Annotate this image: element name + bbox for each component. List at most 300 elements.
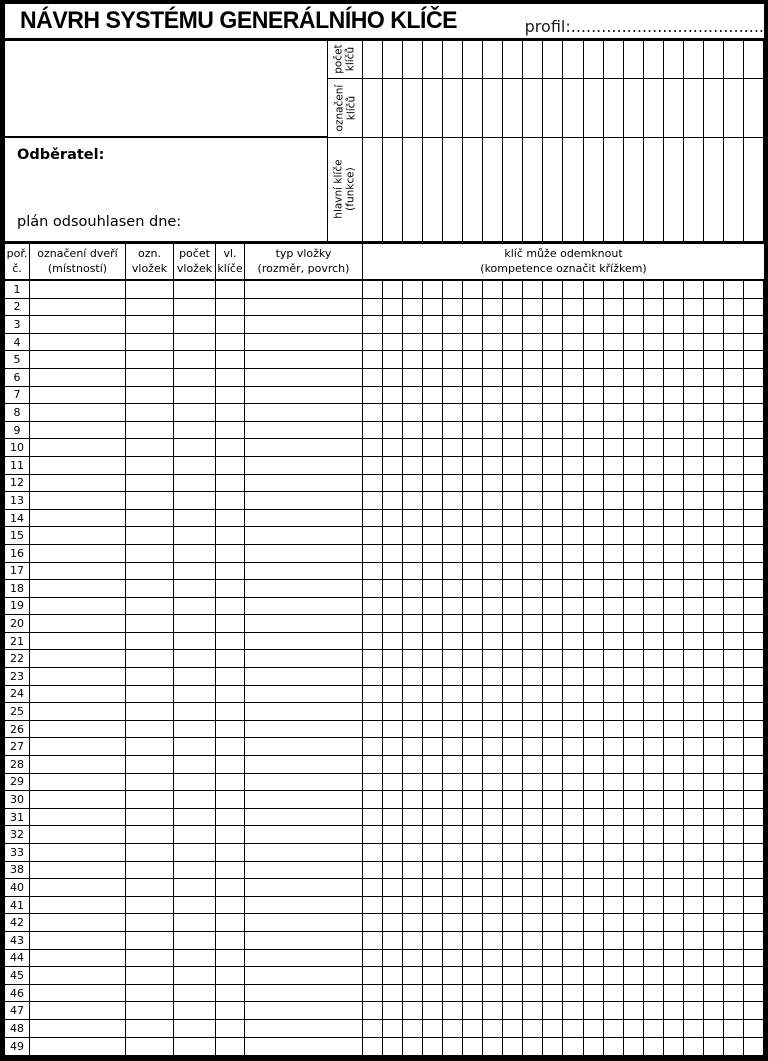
- key-matrix-cell[interactable]: [664, 774, 684, 792]
- key-matrix-cell[interactable]: [403, 439, 423, 457]
- key-matrix-cell[interactable]: [463, 527, 483, 545]
- key-matrix-cell[interactable]: [443, 721, 463, 739]
- key-count-cell[interactable]: [216, 475, 245, 493]
- key-matrix-cell[interactable]: [604, 387, 624, 405]
- key-designation-cell[interactable]: [584, 79, 604, 138]
- key-count-cell[interactable]: [216, 369, 245, 387]
- key-matrix-cell[interactable]: [443, 862, 463, 880]
- cylinder-count-cell[interactable]: [174, 387, 216, 405]
- key-matrix-cell[interactable]: [423, 809, 443, 827]
- key-matrix-cell[interactable]: [664, 351, 684, 369]
- cylinder-count-cell[interactable]: [174, 633, 216, 651]
- key-matrix-cell[interactable]: [483, 826, 503, 844]
- cylinder-designation-cell[interactable]: [126, 633, 174, 651]
- key-matrix-cell[interactable]: [644, 686, 664, 704]
- key-matrix-cell[interactable]: [704, 844, 724, 862]
- key-designation-cell[interactable]: [363, 79, 383, 138]
- key-matrix-cell[interactable]: [644, 809, 664, 827]
- key-matrix-cell[interactable]: [543, 545, 563, 563]
- door-designation-cell[interactable]: [30, 492, 126, 510]
- key-matrix-cell[interactable]: [664, 738, 684, 756]
- key-matrix-cell[interactable]: [744, 703, 764, 721]
- key-matrix-cell[interactable]: [483, 545, 503, 563]
- key-matrix-cell[interactable]: [563, 756, 583, 774]
- key-matrix-cell[interactable]: [684, 774, 704, 792]
- key-matrix-cell[interactable]: [383, 1038, 403, 1056]
- key-matrix-cell[interactable]: [443, 1002, 463, 1020]
- key-matrix-cell[interactable]: [423, 686, 443, 704]
- key-matrix-cell[interactable]: [704, 1002, 724, 1020]
- key-matrix-cell[interactable]: [483, 1038, 503, 1056]
- key-matrix-cell[interactable]: [523, 756, 543, 774]
- key-matrix-cell[interactable]: [383, 703, 403, 721]
- door-designation-cell[interactable]: [30, 703, 126, 721]
- key-matrix-cell[interactable]: [664, 809, 684, 827]
- key-count-cell[interactable]: [216, 351, 245, 369]
- key-matrix-cell[interactable]: [363, 404, 383, 422]
- key-matrix-cell[interactable]: [704, 545, 724, 563]
- key-matrix-cell[interactable]: [744, 404, 764, 422]
- key-matrix-cell[interactable]: [664, 387, 684, 405]
- key-matrix-cell[interactable]: [684, 967, 704, 985]
- key-matrix-cell[interactable]: [704, 510, 724, 528]
- key-matrix-cell[interactable]: [483, 615, 503, 633]
- cylinder-type-cell[interactable]: [245, 492, 363, 510]
- key-matrix-cell[interactable]: [483, 774, 503, 792]
- key-matrix-cell[interactable]: [423, 299, 443, 317]
- key-matrix-cell[interactable]: [704, 774, 724, 792]
- key-matrix-cell[interactable]: [644, 369, 664, 387]
- key-count-cell[interactable]: [216, 721, 245, 739]
- cylinder-count-cell[interactable]: [174, 950, 216, 968]
- key-matrix-cell[interactable]: [483, 387, 503, 405]
- key-matrix-cell[interactable]: [604, 369, 624, 387]
- key-matrix-cell[interactable]: [503, 879, 523, 897]
- key-matrix-cell[interactable]: [543, 774, 563, 792]
- key-matrix-cell[interactable]: [403, 932, 423, 950]
- key-matrix-cell[interactable]: [684, 1020, 704, 1038]
- key-matrix-cell[interactable]: [423, 897, 443, 915]
- key-matrix-cell[interactable]: [523, 334, 543, 352]
- key-matrix-cell[interactable]: [403, 457, 423, 475]
- key-matrix-cell[interactable]: [543, 738, 563, 756]
- cylinder-type-cell[interactable]: [245, 985, 363, 1003]
- key-matrix-cell[interactable]: [443, 563, 463, 581]
- key-matrix-cell[interactable]: [584, 351, 604, 369]
- key-count-cell[interactable]: [216, 422, 245, 440]
- key-count-cell[interactable]: [216, 668, 245, 686]
- key-matrix-cell[interactable]: [584, 774, 604, 792]
- key-matrix-cell[interactable]: [664, 369, 684, 387]
- key-matrix-cell[interactable]: [443, 598, 463, 616]
- door-designation-cell[interactable]: [30, 369, 126, 387]
- key-matrix-cell[interactable]: [684, 809, 704, 827]
- key-matrix-cell[interactable]: [684, 580, 704, 598]
- key-matrix-cell[interactable]: [604, 897, 624, 915]
- key-matrix-cell[interactable]: [624, 844, 644, 862]
- key-matrix-cell[interactable]: [403, 862, 423, 880]
- key-matrix-cell[interactable]: [624, 914, 644, 932]
- key-matrix-cell[interactable]: [563, 615, 583, 633]
- key-matrix-cell[interactable]: [363, 316, 383, 334]
- key-matrix-cell[interactable]: [604, 351, 624, 369]
- key-matrix-cell[interactable]: [724, 703, 744, 721]
- key-matrix-cell[interactable]: [363, 826, 383, 844]
- key-matrix-cell[interactable]: [483, 404, 503, 422]
- key-matrix-cell[interactable]: [423, 457, 443, 475]
- key-matrix-cell[interactable]: [724, 862, 744, 880]
- key-matrix-cell[interactable]: [543, 914, 563, 932]
- key-matrix-cell[interactable]: [363, 703, 383, 721]
- key-matrix-cell[interactable]: [704, 967, 724, 985]
- key-matrix-cell[interactable]: [644, 475, 664, 493]
- key-matrix-cell[interactable]: [744, 897, 764, 915]
- key-matrix-cell[interactable]: [403, 774, 423, 792]
- key-count-cell[interactable]: [216, 598, 245, 616]
- cylinder-type-cell[interactable]: [245, 457, 363, 475]
- key-matrix-cell[interactable]: [523, 703, 543, 721]
- key-matrix-cell[interactable]: [483, 1002, 503, 1020]
- key-matrix-cell[interactable]: [543, 281, 563, 299]
- door-designation-cell[interactable]: [30, 351, 126, 369]
- cylinder-designation-cell[interactable]: [126, 316, 174, 334]
- cylinder-designation-cell[interactable]: [126, 545, 174, 563]
- key-matrix-cell[interactable]: [503, 756, 523, 774]
- key-matrix-cell[interactable]: [523, 985, 543, 1003]
- key-matrix-cell[interactable]: [423, 932, 443, 950]
- key-matrix-cell[interactable]: [483, 950, 503, 968]
- key-matrix-cell[interactable]: [664, 563, 684, 581]
- key-count-cell[interactable]: [216, 439, 245, 457]
- cylinder-count-cell[interactable]: [174, 721, 216, 739]
- cylinder-designation-cell[interactable]: [126, 932, 174, 950]
- key-matrix-cell[interactable]: [383, 299, 403, 317]
- cylinder-type-cell[interactable]: [245, 351, 363, 369]
- key-matrix-cell[interactable]: [624, 756, 644, 774]
- key-matrix-cell[interactable]: [483, 369, 503, 387]
- key-matrix-cell[interactable]: [664, 862, 684, 880]
- key-matrix-cell[interactable]: [644, 1002, 664, 1020]
- key-matrix-cell[interactable]: [664, 950, 684, 968]
- door-designation-cell[interactable]: [30, 826, 126, 844]
- key-matrix-cell[interactable]: [744, 756, 764, 774]
- cylinder-type-cell[interactable]: [245, 334, 363, 352]
- key-matrix-cell[interactable]: [684, 351, 704, 369]
- key-matrix-cell[interactable]: [744, 615, 764, 633]
- key-matrix-cell[interactable]: [543, 791, 563, 809]
- key-matrix-cell[interactable]: [684, 615, 704, 633]
- key-matrix-cell[interactable]: [363, 369, 383, 387]
- key-matrix-cell[interactable]: [503, 563, 523, 581]
- key-matrix-cell[interactable]: [604, 791, 624, 809]
- key-matrix-cell[interactable]: [563, 492, 583, 510]
- key-matrix-cell[interactable]: [503, 774, 523, 792]
- key-matrix-cell[interactable]: [744, 1020, 764, 1038]
- key-matrix-cell[interactable]: [483, 721, 503, 739]
- key-matrix-cell[interactable]: [443, 1020, 463, 1038]
- key-matrix-cell[interactable]: [463, 316, 483, 334]
- cylinder-type-cell[interactable]: [245, 686, 363, 704]
- key-matrix-cell[interactable]: [523, 1002, 543, 1020]
- key-count-cell[interactable]: [216, 897, 245, 915]
- key-matrix-cell[interactable]: [423, 826, 443, 844]
- key-matrix-cell[interactable]: [383, 879, 403, 897]
- key-matrix-cell[interactable]: [523, 316, 543, 334]
- key-matrix-cell[interactable]: [403, 809, 423, 827]
- key-count-cell[interactable]: [216, 404, 245, 422]
- key-matrix-cell[interactable]: [644, 897, 664, 915]
- key-matrix-cell[interactable]: [563, 809, 583, 827]
- door-designation-cell[interactable]: [30, 527, 126, 545]
- key-matrix-cell[interactable]: [584, 633, 604, 651]
- key-matrix-cell[interactable]: [543, 351, 563, 369]
- door-designation-cell[interactable]: [30, 316, 126, 334]
- key-matrix-cell[interactable]: [664, 510, 684, 528]
- key-count-cell[interactable]: [216, 510, 245, 528]
- key-matrix-cell[interactable]: [423, 844, 443, 862]
- key-matrix-cell[interactable]: [624, 563, 644, 581]
- key-matrix-cell[interactable]: [443, 826, 463, 844]
- key-matrix-cell[interactable]: [644, 862, 664, 880]
- key-matrix-cell[interactable]: [744, 439, 764, 457]
- key-matrix-cell[interactable]: [423, 967, 443, 985]
- key-matrix-cell[interactable]: [563, 281, 583, 299]
- cylinder-count-cell[interactable]: [174, 598, 216, 616]
- key-matrix-cell[interactable]: [644, 791, 664, 809]
- key-matrix-cell[interactable]: [664, 439, 684, 457]
- key-matrix-cell[interactable]: [503, 545, 523, 563]
- key-matrix-cell[interactable]: [664, 475, 684, 493]
- key-matrix-cell[interactable]: [423, 633, 443, 651]
- key-matrix-cell[interactable]: [523, 932, 543, 950]
- key-matrix-cell[interactable]: [563, 475, 583, 493]
- key-matrix-cell[interactable]: [744, 650, 764, 668]
- key-matrix-cell[interactable]: [383, 1020, 403, 1038]
- key-matrix-cell[interactable]: [704, 580, 724, 598]
- cylinder-designation-cell[interactable]: [126, 967, 174, 985]
- key-matrix-cell[interactable]: [704, 281, 724, 299]
- door-designation-cell[interactable]: [30, 387, 126, 405]
- key-matrix-cell[interactable]: [443, 510, 463, 528]
- key-matrix-cell[interactable]: [584, 1002, 604, 1020]
- key-matrix-cell[interactable]: [503, 334, 523, 352]
- key-matrix-cell[interactable]: [503, 826, 523, 844]
- key-matrix-cell[interactable]: [684, 545, 704, 563]
- key-matrix-cell[interactable]: [563, 545, 583, 563]
- key-matrix-cell[interactable]: [503, 351, 523, 369]
- key-matrix-cell[interactable]: [704, 563, 724, 581]
- key-matrix-cell[interactable]: [664, 791, 684, 809]
- key-matrix-cell[interactable]: [443, 668, 463, 686]
- key-matrix-cell[interactable]: [483, 809, 503, 827]
- key-matrix-cell[interactable]: [523, 1038, 543, 1056]
- key-matrix-cell[interactable]: [523, 387, 543, 405]
- key-matrix-cell[interactable]: [744, 580, 764, 598]
- key-matrix-cell[interactable]: [403, 879, 423, 897]
- key-matrix-cell[interactable]: [463, 351, 483, 369]
- key-matrix-cell[interactable]: [724, 686, 744, 704]
- key-matrix-cell[interactable]: [523, 914, 543, 932]
- key-matrix-cell[interactable]: [543, 633, 563, 651]
- key-matrix-cell[interactable]: [704, 985, 724, 1003]
- key-matrix-cell[interactable]: [463, 809, 483, 827]
- key-matrix-cell[interactable]: [443, 369, 463, 387]
- key-matrix-cell[interactable]: [563, 1020, 583, 1038]
- key-matrix-cell[interactable]: [443, 334, 463, 352]
- key-matrix-cell[interactable]: [463, 650, 483, 668]
- door-designation-cell[interactable]: [30, 809, 126, 827]
- door-designation-cell[interactable]: [30, 879, 126, 897]
- key-matrix-cell[interactable]: [624, 703, 644, 721]
- key-matrix-cell[interactable]: [423, 914, 443, 932]
- key-matrix-cell[interactable]: [403, 668, 423, 686]
- key-designation-cell[interactable]: [744, 79, 764, 138]
- key-matrix-cell[interactable]: [543, 1038, 563, 1056]
- door-designation-cell[interactable]: [30, 563, 126, 581]
- cylinder-designation-cell[interactable]: [126, 826, 174, 844]
- key-matrix-cell[interactable]: [383, 492, 403, 510]
- key-matrix-cell[interactable]: [443, 387, 463, 405]
- key-matrix-cell[interactable]: [543, 299, 563, 317]
- key-matrix-cell[interactable]: [704, 826, 724, 844]
- key-count-cell[interactable]: [216, 756, 245, 774]
- key-matrix-cell[interactable]: [543, 862, 563, 880]
- key-matrix-cell[interactable]: [543, 457, 563, 475]
- key-matrix-cell[interactable]: [503, 369, 523, 387]
- key-matrix-cell[interactable]: [604, 914, 624, 932]
- key-matrix-cell[interactable]: [383, 316, 403, 334]
- cylinder-count-cell[interactable]: [174, 703, 216, 721]
- key-designation-cell[interactable]: [383, 79, 403, 138]
- key-matrix-cell[interactable]: [443, 950, 463, 968]
- key-matrix-cell[interactable]: [684, 527, 704, 545]
- key-count-cell[interactable]: [443, 41, 463, 79]
- key-matrix-cell[interactable]: [584, 721, 604, 739]
- key-matrix-cell[interactable]: [483, 703, 503, 721]
- key-matrix-cell[interactable]: [363, 510, 383, 528]
- key-matrix-cell[interactable]: [423, 369, 443, 387]
- key-matrix-cell[interactable]: [543, 598, 563, 616]
- key-matrix-cell[interactable]: [403, 826, 423, 844]
- key-matrix-cell[interactable]: [604, 650, 624, 668]
- key-count-cell[interactable]: [216, 914, 245, 932]
- key-matrix-cell[interactable]: [363, 738, 383, 756]
- cylinder-type-cell[interactable]: [245, 897, 363, 915]
- cylinder-type-cell[interactable]: [245, 281, 363, 299]
- key-matrix-cell[interactable]: [684, 686, 704, 704]
- key-matrix-cell[interactable]: [423, 721, 443, 739]
- door-designation-cell[interactable]: [30, 914, 126, 932]
- key-matrix-cell[interactable]: [563, 510, 583, 528]
- key-matrix-cell[interactable]: [383, 633, 403, 651]
- key-matrix-cell[interactable]: [624, 299, 644, 317]
- key-matrix-cell[interactable]: [383, 826, 403, 844]
- key-matrix-cell[interactable]: [403, 527, 423, 545]
- key-count-cell[interactable]: [216, 985, 245, 1003]
- key-matrix-cell[interactable]: [604, 404, 624, 422]
- key-count-cell[interactable]: [216, 809, 245, 827]
- key-matrix-cell[interactable]: [644, 510, 664, 528]
- key-matrix-cell[interactable]: [604, 738, 624, 756]
- cylinder-type-cell[interactable]: [245, 633, 363, 651]
- key-matrix-cell[interactable]: [363, 844, 383, 862]
- cylinder-type-cell[interactable]: [245, 844, 363, 862]
- key-matrix-cell[interactable]: [443, 914, 463, 932]
- key-matrix-cell[interactable]: [744, 985, 764, 1003]
- key-matrix-cell[interactable]: [684, 826, 704, 844]
- key-matrix-cell[interactable]: [684, 510, 704, 528]
- key-matrix-cell[interactable]: [443, 615, 463, 633]
- key-matrix-cell[interactable]: [584, 615, 604, 633]
- key-matrix-cell[interactable]: [423, 650, 443, 668]
- key-matrix-cell[interactable]: [543, 932, 563, 950]
- key-count-cell[interactable]: [423, 41, 443, 79]
- key-matrix-cell[interactable]: [724, 1020, 744, 1038]
- key-matrix-cell[interactable]: [563, 914, 583, 932]
- key-matrix-cell[interactable]: [624, 809, 644, 827]
- key-matrix-cell[interactable]: [523, 475, 543, 493]
- cylinder-designation-cell[interactable]: [126, 563, 174, 581]
- cylinder-count-cell[interactable]: [174, 738, 216, 756]
- door-designation-cell[interactable]: [30, 756, 126, 774]
- key-matrix-cell[interactable]: [503, 897, 523, 915]
- cylinder-count-cell[interactable]: [174, 686, 216, 704]
- door-designation-cell[interactable]: [30, 1002, 126, 1020]
- key-matrix-cell[interactable]: [644, 985, 664, 1003]
- key-count-cell[interactable]: [604, 41, 624, 79]
- key-matrix-cell[interactable]: [704, 668, 724, 686]
- key-matrix-cell[interactable]: [644, 721, 664, 739]
- key-matrix-cell[interactable]: [463, 475, 483, 493]
- key-matrix-cell[interactable]: [684, 439, 704, 457]
- key-matrix-cell[interactable]: [724, 387, 744, 405]
- door-designation-cell[interactable]: [30, 967, 126, 985]
- key-matrix-cell[interactable]: [383, 650, 403, 668]
- key-matrix-cell[interactable]: [563, 439, 583, 457]
- key-count-cell[interactable]: [483, 41, 503, 79]
- key-matrix-cell[interactable]: [604, 334, 624, 352]
- key-matrix-cell[interactable]: [584, 387, 604, 405]
- key-matrix-cell[interactable]: [463, 299, 483, 317]
- key-matrix-cell[interactable]: [664, 668, 684, 686]
- key-matrix-cell[interactable]: [523, 897, 543, 915]
- key-matrix-cell[interactable]: [684, 897, 704, 915]
- key-count-cell[interactable]: [664, 41, 684, 79]
- key-matrix-cell[interactable]: [403, 510, 423, 528]
- cylinder-designation-cell[interactable]: [126, 862, 174, 880]
- cylinder-designation-cell[interactable]: [126, 1020, 174, 1038]
- key-matrix-cell[interactable]: [443, 422, 463, 440]
- key-matrix-cell[interactable]: [724, 844, 744, 862]
- main-key-cell[interactable]: [604, 138, 624, 241]
- key-matrix-cell[interactable]: [463, 563, 483, 581]
- key-matrix-cell[interactable]: [644, 492, 664, 510]
- key-matrix-cell[interactable]: [443, 879, 463, 897]
- key-matrix-cell[interactable]: [443, 351, 463, 369]
- cylinder-designation-cell[interactable]: [126, 703, 174, 721]
- cylinder-designation-cell[interactable]: [126, 492, 174, 510]
- cylinder-count-cell[interactable]: [174, 932, 216, 950]
- key-matrix-cell[interactable]: [604, 545, 624, 563]
- key-matrix-cell[interactable]: [724, 985, 744, 1003]
- key-matrix-cell[interactable]: [724, 897, 744, 915]
- key-matrix-cell[interactable]: [644, 580, 664, 598]
- main-key-cell[interactable]: [503, 138, 523, 241]
- cylinder-designation-cell[interactable]: [126, 950, 174, 968]
- key-count-cell[interactable]: [216, 950, 245, 968]
- key-matrix-cell[interactable]: [403, 615, 423, 633]
- customer-blank-area[interactable]: [5, 41, 327, 138]
